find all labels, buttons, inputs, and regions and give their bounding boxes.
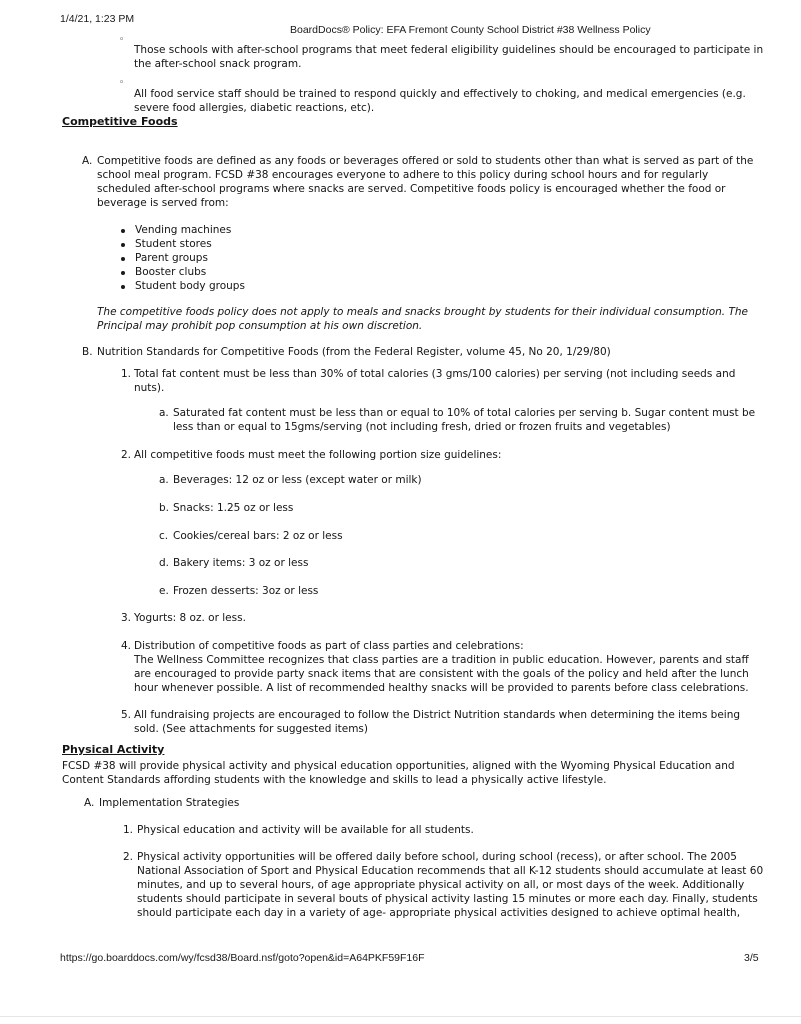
circle-bullet-icon: ◦	[119, 78, 125, 88]
bullet-icon	[121, 271, 125, 275]
list-item: Yogurts: 8 oz. or less.	[134, 612, 246, 624]
list-item: Vending machines	[135, 224, 232, 236]
print-datetime: 1/4/21, 1:23 PM	[60, 13, 135, 25]
list-item: Those schools with after-school programs that meet federal eligibility guidelines should be encouraged to participate in	[134, 44, 764, 56]
list-marker: B.	[82, 346, 93, 358]
list-item: the after-school snack program.	[134, 58, 302, 70]
list-marker: 2.	[121, 449, 132, 461]
page-url: https://go.boarddocs.com/wy/fcsd38/Board.nsf/goto?open&id=A64PKF59F16F	[60, 952, 425, 964]
paragraph-line: Competitive foods are defined as any foods or beverages offered or sold to students other than what is served as part of the	[97, 155, 754, 167]
paragraph-line: scheduled after-school programs where snacks are served. Competitive foods policy is encouraged whether the food or	[97, 183, 726, 195]
italic-note: The competitive foods policy does not apply to meals and snacks brought by students for their individual consumption. The	[97, 306, 748, 318]
circle-bullet-icon: ◦	[119, 35, 125, 45]
list-item: Booster clubs	[135, 266, 207, 278]
list-item: All fundraising projects are encouraged to follow the District Nutrition standards when determining the items being	[134, 709, 741, 721]
page-number: 3/5	[744, 952, 759, 964]
list-item: students should participate in several bouts of physical activity lasting 15 minutes or more each day. Finally, students	[137, 893, 758, 905]
paragraph-line: Content Standards affording students with the knowledge and skills to lead a physically active lifestyle.	[62, 774, 607, 786]
list-item: Frozen desserts: 3oz or less	[173, 585, 319, 597]
bullet-icon	[121, 257, 125, 261]
list-item: are encouraged to provide party snack items that are consistent with the goals of the policy and held after the lunch	[134, 668, 749, 680]
list-item: Distribution of competitive foods as part of class parties and celebrations:	[134, 640, 524, 652]
list-marker: c.	[159, 530, 169, 542]
list-marker: 1.	[123, 824, 134, 836]
list-marker: 2.	[123, 851, 134, 863]
list-item: nuts).	[134, 382, 165, 394]
italic-note: Principal may prohibit pop consumption at his own discretion.	[97, 320, 423, 332]
list-marker: a.	[159, 407, 169, 419]
list-marker: 4.	[121, 640, 132, 652]
list-item: hour whenever possible. A list of recommended healthy snacks will be provided to parents before class celebrations.	[134, 682, 749, 694]
list-item: Beverages: 12 oz or less (except water or milk)	[173, 474, 422, 486]
page-header-title: BoardDocs® Policy: EFA Fremont County School District #38 Wellness Policy	[290, 24, 651, 36]
list-item: sold. (See attachments for suggested items)	[134, 723, 368, 735]
list-item: All competitive foods must meet the following portion size guidelines:	[134, 449, 502, 461]
list-item: All food service staff should be trained to respond quickly and effectively to choking, and medical emergencies (e.g.	[134, 88, 746, 100]
list-marker: 1.	[121, 368, 132, 380]
list-item: Total fat content must be less than 30% of total calories (3 gms/100 calories) per serving (not including seeds and	[134, 368, 736, 380]
list-item: Snacks: 1.25 oz or less	[173, 502, 294, 514]
subsection-title: Implementation Strategies	[99, 797, 240, 809]
list-item: Student body groups	[135, 280, 245, 292]
list-marker: e.	[159, 585, 169, 597]
section-heading-competitive-foods: Competitive Foods	[62, 115, 178, 128]
paragraph-line: school meal program. FCSD #38 encourages everyone to adhere to this policy during school hours and for regularly	[97, 169, 709, 181]
list-item: severe food allergies, diabetic reactions, etc).	[134, 102, 375, 114]
list-item: Bakery items: 3 oz or less	[173, 557, 309, 569]
paragraph-line: FCSD #38 will provide physical activity and physical education opportunities, aligned with the Wyoming Physical Education and	[62, 760, 735, 772]
bullet-icon	[121, 243, 125, 247]
list-item: National Association of Sport and Physical Education recommends that all K-12 students should accumulate at least 60	[137, 865, 764, 877]
list-item: Parent groups	[135, 252, 208, 264]
list-item: Cookies/cereal bars: 2 oz or less	[173, 530, 343, 542]
list-marker: A.	[84, 797, 95, 809]
list-item: Physical education and activity will be available for all students.	[137, 824, 474, 836]
list-item: less than or equal to 15gms/serving (not including fresh, dried or frozen fruits and vegetables)	[173, 421, 671, 433]
bullet-icon	[121, 229, 125, 233]
list-item: should participate each day in a variety of age- appropriate physical activities designed to achieve optimal health,	[137, 907, 741, 919]
section-heading-physical-activity: Physical Activity	[62, 743, 165, 756]
list-item: Student stores	[135, 238, 212, 250]
list-marker: A.	[82, 155, 93, 167]
list-marker: d.	[159, 557, 170, 569]
list-item: Physical activity opportunities will be offered daily before school, during school (recess), or after school. The 2005	[137, 851, 737, 863]
list-marker: 5.	[121, 709, 132, 721]
list-item: Saturated fat content must be less than or equal to 10% of total calories per serving b. Sugar content must be	[173, 407, 756, 419]
scan-edge	[0, 1016, 801, 1017]
list-marker: a.	[159, 474, 169, 486]
list-item: The Wellness Committee recognizes that class parties are a tradition in public education. However, parents and staff	[134, 654, 749, 666]
list-marker: b.	[159, 502, 170, 514]
subsection-title: Nutrition Standards for Competitive Foods (from the Federal Register, volume 45, No 20, 1/29/80)	[97, 346, 611, 358]
paragraph-line: beverage is served from:	[97, 197, 229, 209]
bullet-icon	[121, 285, 125, 289]
list-item: minutes, and up to several hours, of age appropriate physical activity on all, or most days of the week. Additionally	[137, 879, 745, 891]
list-marker: 3.	[121, 612, 132, 624]
